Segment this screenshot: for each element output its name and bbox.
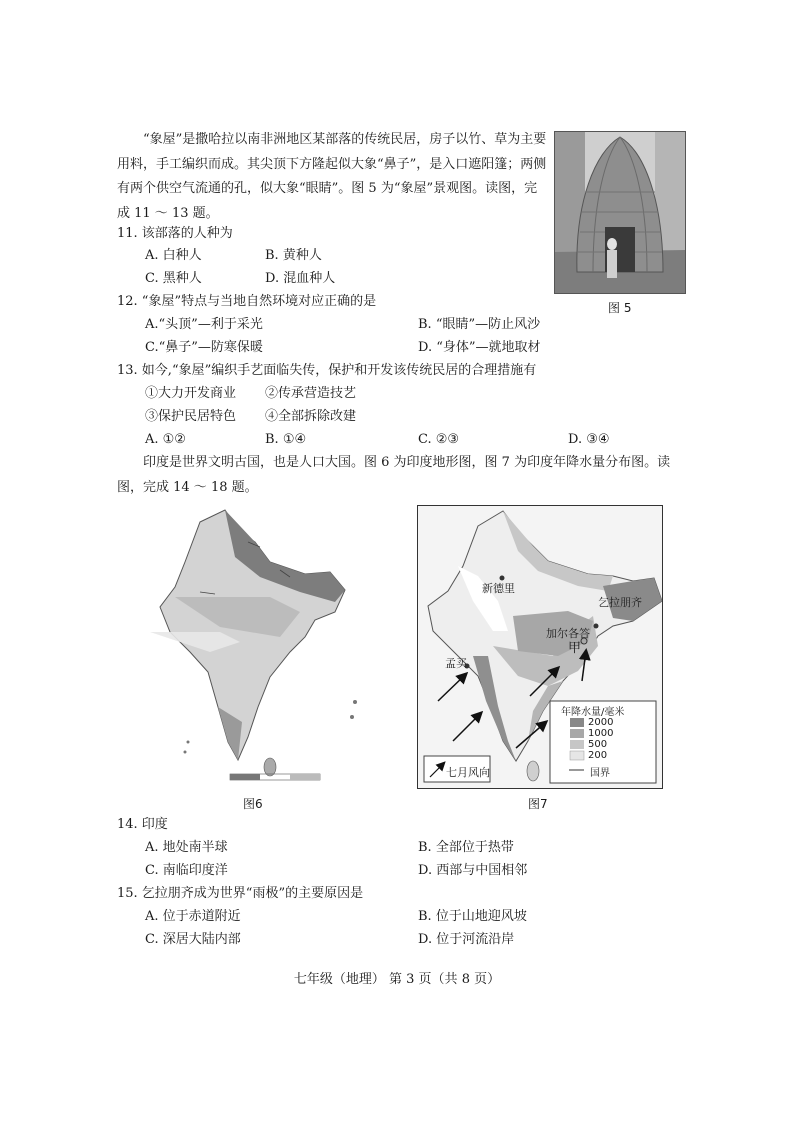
q15-option-c: C. 深居大陆内部 [145,932,241,947]
map7-label-cherrapunji: 乞拉朋齐 [598,596,642,609]
q13-option-d: D. ③④ [568,432,610,447]
q11-stem: 11. 该部落的人种为 [117,226,233,241]
india-precipitation-map [417,505,663,789]
precipitation-map-drawing [418,506,662,788]
figure-6-caption: 图6 [243,797,263,811]
intro-paragraph-1: “象屋”是撒哈拉以南非洲地区某部落的传统民居，房子以竹、草为主要用料，手工编织而成。其尖顶下方隆起似大象“鼻子”，是入口遮阳篷；两侧有两个供空气流通的孔，似大象“眼睛”。图 5 为“象屋”景观图。读图，完成 11 ～ 13 题。 [117,132,547,221]
q13-option-c: C. ②③ [418,432,460,447]
q13-item-3: ③保护民居特色 [145,409,237,424]
q15-option-b: B. 位于山地迎风坡 [418,909,527,924]
q14-option-c: C. 南临印度洋 [145,863,228,878]
q14-option-a: A. 地处南半球 [145,840,228,855]
legend-item-1000: 1000 [588,728,614,739]
elephant-house-illustration [555,132,685,293]
legend-item-200: 200 [588,750,608,761]
topographic-map-drawing [130,502,368,788]
q12-option-d: D. “身体”—就地取材 [418,340,541,355]
q15-option-d: D. 位于河流沿岸 [418,932,515,947]
legend-border: 国界 [590,768,610,779]
q12-option-b: B. “眼睛”—防止风沙 [418,317,541,332]
legend-title: 年降水量/毫米 [561,707,625,718]
india-topographic-map [130,502,368,788]
q12-option-a: A.“头顶”—利于采光 [145,317,263,332]
intro-paragraph-2: 印度是世界文明古国，也是人口大国。图 6 为印度地形图，图 7 为印度年降水量分布图。读图，完成 14 ～ 18 题。 [117,455,671,495]
elephant-house-photo [554,131,686,294]
figure-5-caption: 图 5 [608,301,632,315]
q11-option-d: D. 混血种人 [265,271,336,286]
q13-option-b: B. ①④ [265,432,307,447]
legend-item-2000: 2000 [588,717,614,728]
q15-stem: 15. 乞拉朋齐成为世界“雨极”的主要原因是 [117,886,364,901]
q14-option-b: B. 全部位于热带 [418,840,514,855]
q12-stem: 12. “象屋”特点与当地自然环境对应正确的是 [117,294,377,309]
figure-7-caption: 图7 [528,797,548,811]
map7-label-point-jia: 甲 [568,641,582,656]
wind-direction-label: 七月风向 [446,766,490,779]
legend-item-500: 500 [588,739,608,750]
map7-label-mumbai: 孟买 [445,657,467,670]
q13-stem: 13. 如今,“象屋”编织手艺面临失传，保护和开发该传统民居的合理措施有 [117,363,537,378]
q13-item-4: ④全部拆除改建 [265,409,357,424]
q11-option-b: B. 黄种人 [265,248,322,263]
q11-option-c: C. 黑种人 [145,271,202,286]
q11-option-a: A. 白种人 [145,248,202,263]
page-footer: 七年级（地理） 第 3 页（共 8 页） [293,972,501,987]
map7-label-new-delhi: 新德里 [482,582,515,595]
q15-option-a: A. 位于赤道附近 [145,909,241,924]
map7-label-kolkata: 加尔各答 [546,627,590,640]
q14-option-d: D. 西部与中国相邻 [418,863,528,878]
q13-item-2: ②传承营造技艺 [265,386,357,401]
q14-stem: 14. 印度 [117,817,168,832]
q13-option-a: A. ①② [145,432,186,447]
q12-option-c: C.“鼻子”—防寒保暖 [145,340,263,355]
q13-item-1: ①大力开发商业 [145,386,237,401]
